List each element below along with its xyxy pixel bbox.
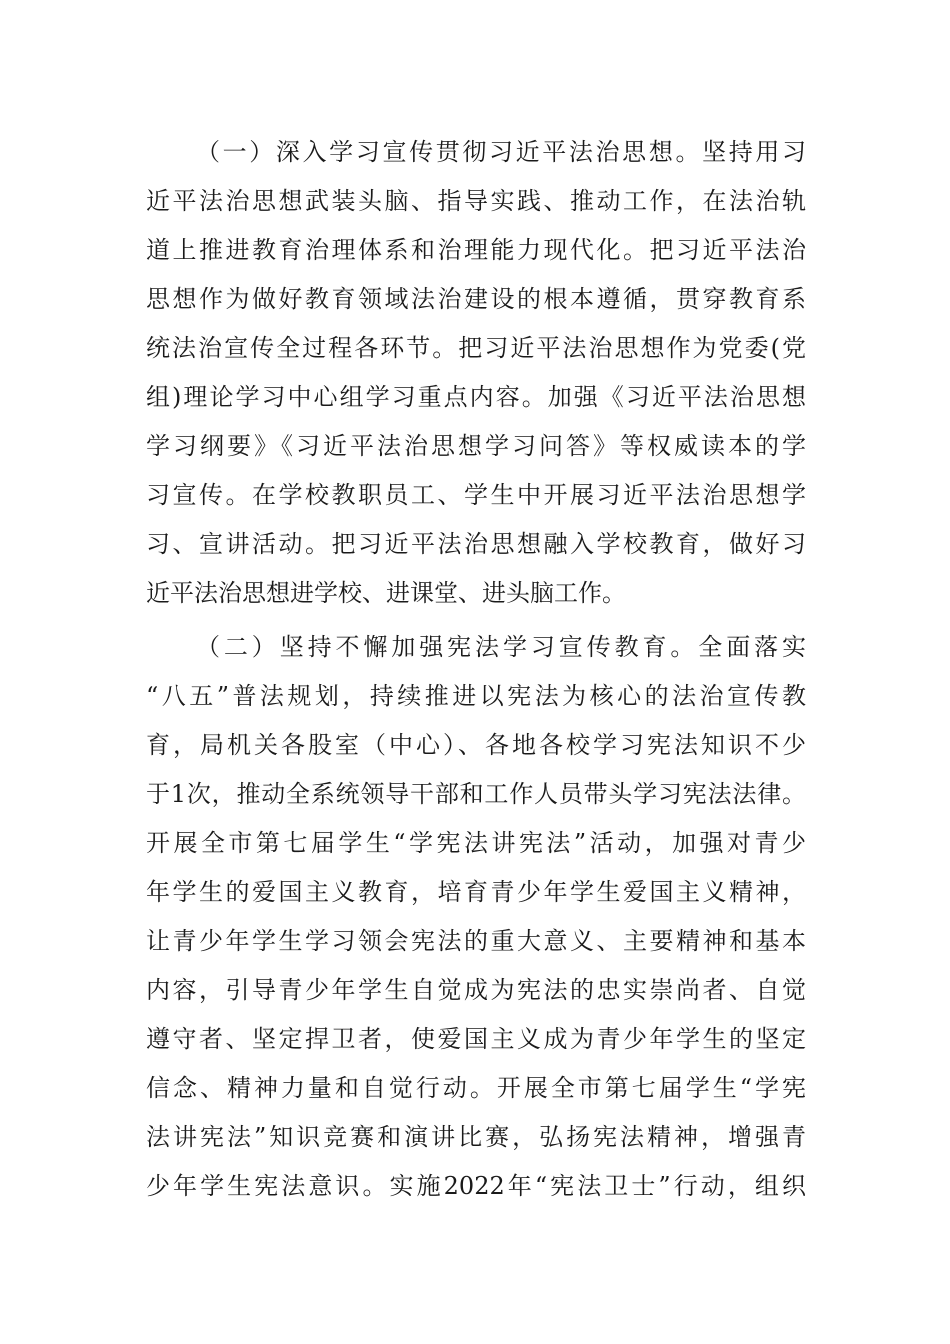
paragraph-line: 年学生的爱国主义教育，培育青少年学生爱国主义精神， bbox=[146, 878, 806, 906]
paragraph-line: 开展全市第七届学生“学宪法讲宪法”活动，加强对青少 bbox=[146, 829, 806, 857]
paragraph-line: 习宣传。在学校教职员工、学生中开展习近平法治思想学 bbox=[146, 481, 806, 509]
paragraph-line: 统法治宣传全过程各环节。把习近平法治思想作为党委(党 bbox=[146, 334, 806, 362]
paragraph-line: 道上推进教育治理体系和治理能力现代化。把习近平法治 bbox=[146, 236, 806, 264]
paragraph-line: 于1次，推动全系统领导干部和工作人员带头学习宪法法律。 bbox=[146, 780, 806, 808]
paragraph-line: 内容，引导青少年学生自觉成为宪法的忠实崇尚者、自觉 bbox=[146, 976, 806, 1004]
paragraph-line: 少年学生宪法意识。实施2022年“宪法卫士”行动，组织 bbox=[146, 1172, 806, 1200]
paragraph-line: 育，局机关各股室（中心）、各地各校学习宪法知识不少 bbox=[146, 731, 806, 759]
paragraph-line: 近平法治思想武装头脑、指导实践、推动工作，在法治轨 bbox=[146, 187, 806, 215]
paragraph-line: 让青少年学生学习领会宪法的重大意义、主要精神和基本 bbox=[146, 927, 806, 955]
paragraph-line: （一）深入学习宣传贯彻习近平法治思想。坚持用习 bbox=[196, 138, 806, 166]
paragraph-line: 组)理论学习中心组学习重点内容。加强《习近平法治思想 bbox=[146, 383, 806, 411]
paragraph-line: 学习纲要》《习近平法治思想学习问答》等权威读本的学 bbox=[146, 432, 806, 460]
paragraph-line: 思想作为做好教育领域法治建设的根本遵循，贯穿教育系 bbox=[146, 285, 806, 313]
paragraph-line: 遵守者、坚定捍卫者，使爱国主义成为青少年学生的坚定 bbox=[146, 1025, 806, 1053]
paragraph-line: （二）坚持不懈加强宪法学习宣传教育。全面落实 bbox=[196, 633, 806, 661]
paragraph-line: “八五”普法规划，持续推进以宪法为核心的法治宣传教 bbox=[146, 682, 806, 710]
paragraph-line: 习、宣讲活动。把习近平法治思想融入学校教育，做好习 bbox=[146, 530, 806, 558]
paragraph-line: 近平法治思想进学校、进课堂、进头脑工作。 bbox=[146, 579, 626, 607]
paragraph-line: 信念、精神力量和自觉行动。开展全市第七届学生“学宪 bbox=[146, 1074, 806, 1102]
paragraph-line: 法讲宪法”知识竞赛和演讲比赛，弘扬宪法精神，增强青 bbox=[146, 1123, 806, 1151]
